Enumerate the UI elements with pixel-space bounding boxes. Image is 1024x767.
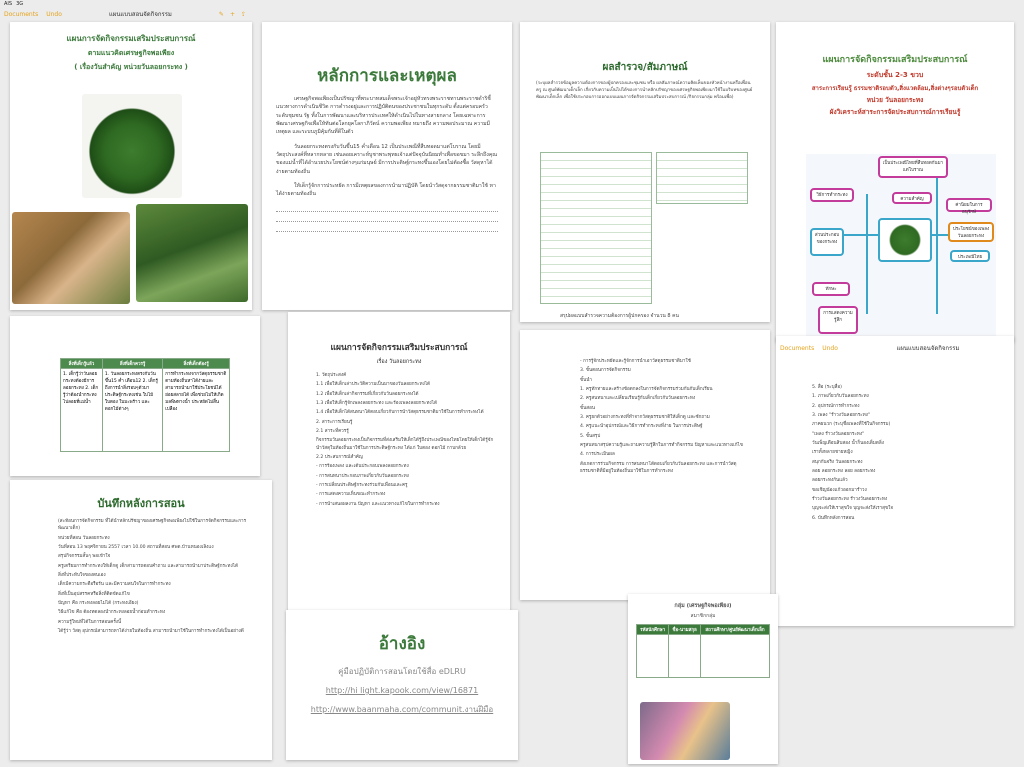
page-media — [776, 336, 1014, 626]
text-line: ลอย ลอยกระทง ลอย ลอยกระทง — [812, 469, 876, 475]
text-line: สิ่งที่เป็นอุปสรรคหรือสิ่งที่ติดขัดแก้ไข — [58, 591, 130, 597]
carrier-label: AIS — [4, 1, 13, 7]
post-notes-body — [10, 512, 272, 635]
text-line: สนุกกันจริง วันลอยกระทง — [812, 459, 863, 465]
knowledge-table — [60, 358, 230, 452]
mind-map-node: วิธีการทำกระทง — [810, 188, 854, 202]
mind-map-node: การแสดงความรู้สึก — [818, 306, 858, 334]
text-line: 1. ครูทักทายและสร้างข้อตกลงในการจัดกิจกรรมร่วมกันกับเด็กเรียน — [580, 387, 713, 393]
principles-para-3: ให้เด็กรู้จักการประหยัด การมีเหตุผลของการนำมาปฏิบัติ โดยนำวัสดุจากธรรมชาติมาใช้ หาได้ง่ายตามท้องถิ่น — [276, 182, 496, 198]
group-title: กลุ่ม (เศรษฐกิจพอเพียง) — [674, 603, 732, 609]
reference-link[interactable]: http://hi light.kapook.com/view/16871 — [325, 686, 479, 695]
text-line: "เพลง รำวงวันลอยกระทง" — [812, 431, 865, 437]
mind-map-node: ความสำคัญ — [892, 192, 932, 204]
text-line: - การแสดงความเห็นขณะทำกระทง — [316, 492, 386, 498]
references-title: อ้างอิง — [378, 634, 426, 654]
table-cell: 1. วันลอยกระทงตรงกับวันขึ้น15 ค่ำ เดือน12 2. เด็กรู้ถึงการนำสิ่งรอบๆตัวมาประดิษฐ์กระทงเช่น ใบไม้ ใบตอง ใบมะพร้าว และดอกไม้ต่างๆ — [102, 369, 162, 452]
text-line: กิจกรรมวันลอยกระทงเป็นกิจกรรมที่ส่งเสริมให้เด็กได้รู้ถึงประเพณีของไทยโดยให้เด็กได้รู้จักนำวัสดุในท้องถิ่นมาใช้ในการประดิษฐ์กระทง ได้แก่ ใบตอง ดอกไม้ กาบกล้วย — [316, 438, 494, 451]
text-line: 2. ครูสนทนาและเปลี่ยนเรียนรู้กับเด็กเกี่ยวกับวันลอยกระทง — [580, 396, 696, 402]
app-toolbar — [0, 8, 250, 20]
undo-button[interactable]: Undo — [46, 10, 62, 18]
members-table — [636, 624, 770, 678]
mind-map — [806, 154, 996, 339]
text-line: วันที่สอน 13 พฤศจิกายน 2557 เวลา 10.00 สถานที่สอน ศพด.บ้านหนองเลิงแง — [58, 545, 214, 551]
table-header: สิ่งที่เด็กต้องรู้ — [163, 359, 230, 369]
text-line: เด็กมีความกระตือรือร้น และมีความสนใจในการทำกระทง — [58, 582, 171, 588]
principles-para-2: วันลอยกระทงตรงกับวันขึ้น15 ค่ำเดือน 12 เป็นประเพณีที่สืบทอดมาแต่โบราณ โดยมีวัตถุประสงค์ที่หลากหลาย เช่นลอยเคราะห์บูชาพระพุทธเจ้าแต่ปัจจุบันนิยมทำเพื่อขอขมา ระลึกถึงคุณของแม่น้ำที่ได้อำนวยประโยชน์ต่างๆแก่มนุษย์ มีการประดิษฐ์กระทงขึ้นเองโดยไม่ต้องซื้อ วัสดุหาได้ง่ายตามท้องถิ่น — [276, 143, 498, 175]
undo-button[interactable]: Undo — [822, 344, 838, 352]
text-line: สิ่งที่ประทับใจของตนเอง — [58, 573, 106, 579]
text-line: 3. เพลง "รำวงวันลอยกระทง" — [812, 413, 871, 419]
page-lesson-plan — [288, 312, 510, 632]
procedure-body — [520, 330, 770, 475]
survey-title: ผลสำรวจ/สัมภาษณ์ — [602, 62, 688, 73]
document-title: แผนแบบสอนจัดกิจกรรม — [108, 11, 172, 18]
analysis-title: แผนการจัดกิจกรรมเสริมประสบการณ์ — [822, 55, 968, 65]
mind-map-node: ประโยชน์ของเพลงวันลอยกระทง — [948, 222, 994, 242]
text-line: สังเกตการร่วมกิจกรรม การสนทนาโต้ตอบเกี่ยวกับวันลอยกระทง และการนำวัสดุธรรมชาติที่มีอยู่ในท้องถิ่นมาใช้ในการทำกระทง — [580, 461, 737, 475]
post-notes-title: บันทึกหลังการสอน — [97, 497, 185, 510]
cover-title-2: ตามแนวคิดเศรษฐกิจพอเพียง — [87, 49, 175, 57]
page-group — [628, 594, 778, 764]
lesson-plan-subtitle: เรื่อง วันลอยกระทง — [376, 359, 422, 365]
banana-trees-photo — [136, 204, 248, 302]
text-line: ได้รู้ว่า วัสดุ อุปกรณ์สามารถหาได้ง่ายในท้องถิ่น สามารถนำมาใช้ในการทำกระทงได้เป็นอย่างดี — [58, 629, 244, 635]
text-line: - การเปลี่ยนประดิษฐ์กระทงร่วมกับเพื่อนและครู — [316, 483, 408, 489]
table-header: ชื่อ-นามสกุล — [669, 625, 701, 635]
text-line: ปัญหา คือ กระทงลอยไม่ได้ (กระทงเอียง) — [58, 601, 139, 607]
references-source: คู่มือปฏิบัติการสอนโดยใช้สื่อ eDLRU — [338, 667, 466, 676]
page-survey — [520, 22, 770, 322]
text-line: 1.3 เพื่อให้เด็กรู้จักเพลงลอยกระทง และร้องเพลงลอยกระทงได้ — [316, 401, 437, 407]
text-line: 1. วัตถุประสงค์ — [316, 373, 347, 378]
text-line: - การสนทนาประกอบภาพเกี่ยวกับวันลอยกระทง — [316, 473, 409, 479]
text-line: ภาคผนวก (ระบุชื่อเพลงที่ใช้ในกิจกรรม) — [812, 422, 891, 428]
mind-map-node: ส่วนประกอบของกระทง — [810, 228, 844, 256]
page-cover — [10, 22, 252, 310]
share-icon[interactable]: ⇪ — [240, 10, 246, 18]
survey-summary: สรุปผลแบบสำรวจความต้องการผู้ปกครอง จำนวน 8 คน — [560, 313, 679, 319]
analysis-unit: หน่วย วันลอยกระทง — [866, 96, 924, 104]
text-line: (สะท้อนการจัดกิจกรรม ที่ได้นำหลักปรัชญาของเศรษฐกิจพอเพียงไปใช้ในการจัดกิจกรรมและการพัฒนาเด็ก) — [58, 519, 247, 532]
page-analysis — [776, 22, 1014, 342]
analysis-subject: สาระการเรียนรู้ ธรรมชาติรอบตัว,สิ่งแวดล้อม,สิ่งต่างๆรอบตัวเด็ก — [811, 85, 979, 92]
text-line: สรุปกิจกรรมสั้นๆ พอเข้าใจ — [58, 554, 111, 560]
mind-map-node: ประเพณีไทย — [950, 250, 990, 262]
text-line: หน่วยที่สอน วันลอยกระทง — [58, 535, 110, 541]
documents-button[interactable]: Documents — [4, 10, 39, 18]
analysis-chart-title: ผังวิเคราะห์สาระการจัดประสบการณ์การเรียนรู้ — [829, 108, 961, 116]
media-body — [776, 336, 1014, 522]
text-line: 1. ภาพเกี่ยวกับวันลอยกระทง — [812, 394, 869, 400]
principles-para-1: เศรษฐกิจพอเพียงเป็นปรัชญาที่พระบาทสมเด็จพระเจ้าอยู่หัวทรงพระราชทานพระราชดำริชี้แนวทางการดำเนินชีวิต การดำรงอยู่และการปฏิบัติตนของประชาชนในทุกระดับ ตั้งแต่ครอบครัว ระดับชุมชน รัฐ ทั้งในการพัฒนาและบริหารประเทศให้ดำเนินไปในทางสายกลาง โดยเฉพาะการพัฒนาเศรษฐกิจเพื่อให้ทันต่อโลกยุคโลกาภิวัตน์ ความพอเพียง หมายถึง ความพอประมาณ ความมีเหตุผล และระบบภูมิคุ้มกันที่ดีในตัว — [276, 96, 491, 136]
text-line: ลอยกระทงกันแล้ว — [812, 478, 848, 484]
text-line: 3. ขั้นตอนการจัดกิจกรรม — [580, 368, 631, 374]
group-photo — [640, 702, 730, 760]
survey-table-right — [656, 152, 748, 204]
text-line: 4. ครูแนะนำอุปกรณ์และวิธีการทำกระทงที่ง่าย ในการประดิษฐ์ — [580, 424, 703, 430]
add-icon[interactable]: + — [229, 10, 235, 18]
page-post-notes — [10, 480, 272, 760]
page-knowledge-table — [10, 316, 260, 476]
table-cell: การทำกระทงจากวัสดุธรรมชาติตามท้องถิ่นหาได้ง่ายและสามารถนำมาใช้ประโยชน์ได้ ย่อยสลายได้ เพื่อช่วยไม่ให้เกิดมลพิษทางน้ำ ประหยัดไม่สิ้นเปลือง — [163, 369, 230, 452]
text-line: รำวงวันลอยกระทง รำวงวันลอยกระทง — [812, 497, 888, 503]
document-title: แผนแบบสอนจัดกิจกรรม — [896, 345, 960, 352]
text-line: 1.2 เพื่อให้เด็กเล่ากิจกรรมที่เกี่ยวกับวันลอยกระทงได้ — [316, 391, 419, 397]
mind-map-node: ค่านิยมในการอนุรักษ์ — [946, 198, 992, 212]
text-line: ครูสนทนาสรุปความรู้และถามความรู้สึกในการทำกิจกรรม ปัญหาและแนวทางแก้ไข — [580, 443, 743, 449]
documents-button[interactable]: Documents — [780, 344, 815, 352]
text-line: ขั้นนำ — [580, 377, 593, 383]
lesson-plan-title: แผนการจัดกิจกรรมเสริมประสบการณ์ — [330, 343, 468, 353]
table-header: รหัสนักศึกษา — [637, 625, 669, 635]
reference-link[interactable]: http://www.baanmaha.com/communit.งานฝีมือ — [310, 705, 494, 714]
krathong-photo — [82, 94, 182, 198]
mind-map-node: เป็นประเพณีไทยที่สืบทอดกันมาแต่โบราณ — [878, 156, 948, 178]
text-line: - การรู้จักประหยัดและรู้จักการนำเอาวัสดุธรรมชาติมาใช้ — [580, 359, 691, 364]
text-line: 6. บันทึกหลังการสอน — [812, 515, 855, 521]
page-procedure — [520, 330, 770, 600]
page-principles — [262, 22, 512, 310]
table-header: สถานศึกษา/ศูนย์พัฒนาเด็กเล็ก — [700, 625, 769, 635]
brush-icon[interactable]: ✎ — [218, 10, 224, 18]
page-references — [286, 610, 518, 760]
text-line: 5. สื่อ (ระบุสื่อ) — [812, 385, 842, 390]
table-header: สิ่งที่เด็กควรรู้ — [102, 359, 162, 369]
survey-intro: (ระบุผลสำรวจข้อมูลความต้องการของผู้ปกครองและชุมชน หรือ ผลสัมภาษณ์ความคิดเห็นของหัวหน้างานหรือเพื่อนครู ณ ศูนย์พัฒนาเด็กเล็ก เกี่ยวกับความเป็นไปได้ของการนำหลักปรัชญาของเศรษฐกิจพอเพียงมาใช้ในบริบทของศูนย์พัฒนาเด็กเล็ก เพื่อใช้ประกอบการออกแบบแผนการจัดกิจกรรมเสริมประสบการณ์ /กิจกรรมกลุ่ม พร้อมเพื่อ) — [536, 81, 753, 101]
text-line: ครูเตรียมการทำกระทงให้เด็กดู เด็กสามารถตอบคำถาม และสามารถนำมาประดิษฐ์กระทงได้ — [58, 563, 238, 569]
text-line: 1.1 เพื่อให้เด็กเล่าประวัติความเป็นมาของวันลอยกระทงได้ — [316, 382, 431, 388]
text-line: 3. ครูยกตัวอย่างกระทงที่ทำจากวัสดุธรรมชาติให้เด็กดู และซักถาม — [580, 415, 710, 421]
text-line: ขั้นสอน — [580, 405, 595, 411]
status-bar — [0, 0, 27, 8]
text-line: 2. อุปกรณ์การทำกระทง — [812, 403, 860, 409]
network-label: 3G — [16, 1, 24, 7]
group-subtitle: สมาชิกกลุ่ม — [690, 613, 716, 619]
mind-map-node: ทักษะ — [812, 282, 850, 296]
text-line: 2.1 สาระที่ควรรู้ — [316, 429, 349, 435]
text-line: บุญจะส่งให้เราสุขใจ บุญจะส่งให้เราสุขใจ — [812, 506, 894, 512]
text-line: 5. ขั้นสรุป — [580, 433, 601, 439]
krathong-center-image — [878, 218, 932, 262]
children-photo — [12, 212, 130, 304]
text-line: 2.2 ประสบการณ์สำคัญ — [316, 455, 363, 461]
text-line: - การร้องเพลง และเต้นประกอบเพลงลอยกระทง — [316, 464, 409, 470]
table-cell: 1. เด็กรู้ว่าวันลอยกระทงต้องมีการลอยกระทง 2. เด็กรู้ว่าต้องนำกระทงไปลอยที่แม่น้ำ — [61, 369, 103, 452]
text-line: วันเพ็ญเดือนสิบสอง น้ำก็นองเต็มตลิ่ง — [812, 441, 884, 447]
text-line: ความรู้ใหม่ที่ได้ในการสอนครั้งนี้ — [58, 619, 122, 625]
text-line: เราทั้งหลายชายหญิง — [812, 450, 853, 456]
text-line: 2. สาระการเรียนรู้ — [316, 419, 353, 425]
cover-title-1: แผนการจัดกิจกรรมเสริมประสบการณ์ — [66, 34, 196, 43]
page-toolbar — [776, 342, 1014, 354]
text-line: ขอเชิญน้องแก้วออกมารำวง — [812, 487, 867, 493]
text-line: วิธีแก้ไข คือ ต้องทดลองนำกระทงลอยน้ำก่อนทำกระทง — [58, 610, 166, 616]
text-line: 4. การประเมินผล — [580, 452, 615, 458]
principles-title: หลักการและเหตุผล — [317, 66, 457, 86]
survey-table-left — [540, 152, 652, 304]
text-line: - การนำเสนอผลงาน ปัญหา และแนวทางแก้ไขในการทำกระทง — [316, 501, 440, 507]
analysis-level: ระดับชั้น 2-3 ขวบ — [866, 71, 924, 79]
text-line: 1.4 เพื่อให้เด็กได้สนทนาโต้ตอบเกี่ยวกับการนำวัสดุธรรมชาติมาใช้ในการทำกระทงได้ — [316, 410, 484, 416]
lesson-plan-body — [288, 366, 510, 508]
cover-title-3: ( เรื่องวันสำคัญ หน่วยวันลอยกระทง ) — [74, 63, 188, 71]
table-header: สิ่งที่เด็กรู้แล้ว — [61, 359, 103, 369]
